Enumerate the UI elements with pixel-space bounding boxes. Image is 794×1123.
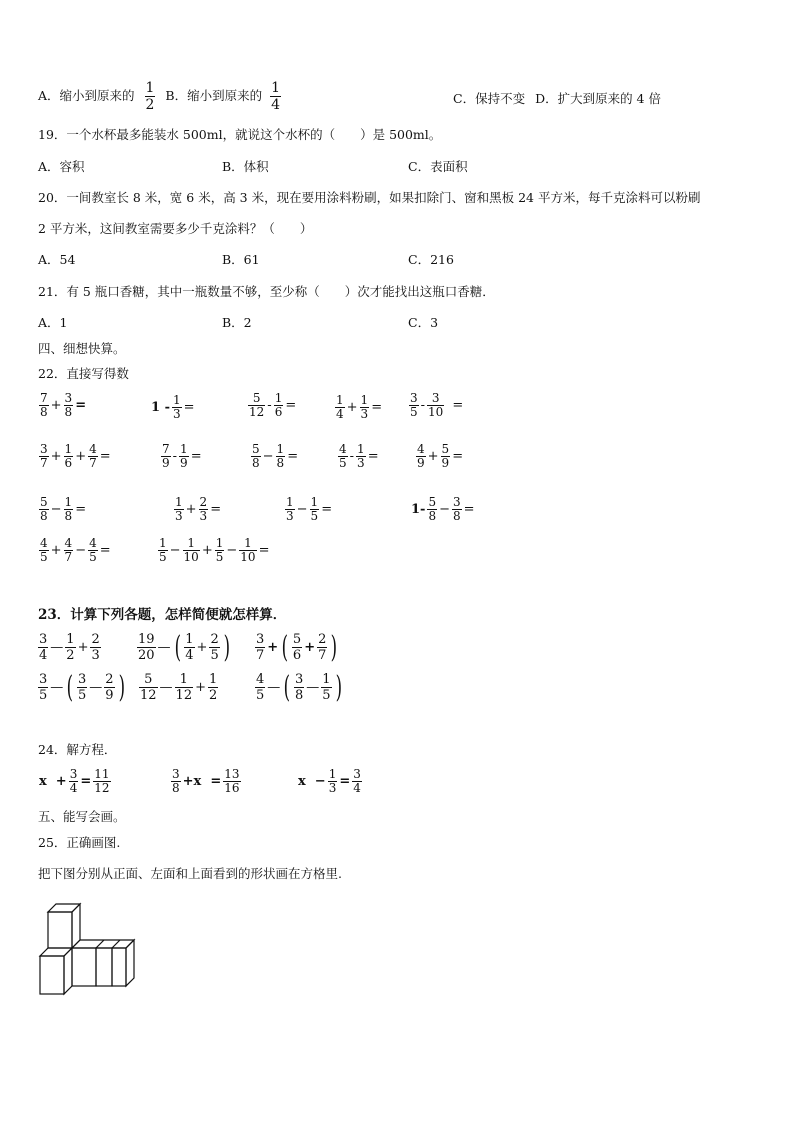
- q21-option-b: B．2: [222, 315, 252, 330]
- q24-e2: 3 8 +x = $\frac{13}{16}$: [172, 767, 240, 795]
- q21-option-a: A．1: [38, 315, 68, 330]
- q22-r2-e3: 5 8 − $\frac{1}{8}$ =: [252, 442, 299, 470]
- q23-e3: 3 7 + ( 5 6 + $\frac{2}{7}$ ): [256, 629, 338, 665]
- q22-r4-e2: 1 5 − $\frac{1}{10}$ + $\frac{1}{5}$ − $\frac{1}{10}$ =: [159, 536, 270, 564]
- q18-option-a-label: A．缩小到原来的: [38, 88, 135, 103]
- q20-option-c: C．216: [408, 252, 454, 267]
- q19-option-a: A．容积: [38, 159, 85, 174]
- q22-r1-e5: 3 5 - $\frac{3}{10}$ =: [410, 391, 464, 419]
- q22-r3-e3: 1 3 − $\frac{1}{5}$ =: [286, 495, 333, 523]
- q18-option-d: D．扩大到原来的 4 倍: [535, 91, 661, 106]
- q23-e2: 19 20 — ( 1 4 + $\frac{2}{5}$ ): [138, 629, 230, 665]
- q23-e5: 5 12 — 1 12 + $\frac{1}{2}$: [140, 672, 218, 703]
- q22-r3-e2: 1 3 + $\frac{2}{3}$ =: [175, 495, 222, 523]
- q19-option-c: C．表面积: [408, 159, 468, 174]
- q19-stem: 19．一个水杯最多能装水 500ml，就说这个水杯的（ ）是 500ml。: [38, 127, 442, 142]
- q19-option-b: B．体积: [222, 159, 269, 174]
- q24-e1: x + $\frac{3}{4}$ = $\frac{11}{12}$: [39, 767, 110, 795]
- q25-instruction: 把下图分别从正面、左面和上面看到的形状画在方格里.: [38, 866, 342, 881]
- q20-option-b: B．61: [222, 252, 260, 267]
- cube-mid-front: [72, 948, 96, 986]
- q20-stem-line2: 2 平方米，这间教室需要多少千克涂料？（ ）: [38, 221, 313, 236]
- q22-r3-e1: 5 8 − $\frac{1}{8}$ =: [40, 495, 87, 523]
- q22-r2-e2: 7 9 - $\frac{1}{9}$ =: [162, 442, 202, 470]
- q22-r2-e5: 4 9 + $\frac{5}{9}$ =: [417, 442, 464, 470]
- q22-r4-e1: 4 5 + $\frac{4}{7}$ − $\frac{4}{5}$ =: [40, 536, 111, 564]
- q22-r3-e4: 1- 5 8 − $\frac{3}{8}$ =: [411, 495, 475, 523]
- q22-r2-e4: 4 5 - $\frac{1}{3}$ =: [339, 442, 379, 470]
- q18-option-c: C．保持不变: [453, 91, 526, 106]
- q20-option-a: A．54: [38, 252, 76, 267]
- q23-title: 23．计算下列各题，怎样简便就怎样算．: [38, 607, 287, 623]
- q24-e3: x − $\frac{1}{3}$ = $\frac{3}{4}$: [298, 767, 361, 795]
- q18-option-a-fraction: $\frac{1}{2}$: [145, 80, 155, 113]
- cube-right-side: [126, 940, 134, 986]
- q18-option-b-label: B．缩小到原来的: [165, 88, 263, 103]
- q23-e4: 3 5 — ( 3 5 — 2 9 ): [39, 669, 125, 705]
- q22-r1-e3: 5 12 - $\frac{1}{6}$ =: [249, 391, 297, 419]
- q18-option-b-fraction: $\frac{1}{4}$: [271, 80, 281, 113]
- q18-option-cd: [453, 89, 661, 107]
- cube-top-front: [48, 912, 72, 948]
- q21-option-c: C．3: [408, 315, 439, 330]
- q23-e6: 4 5 — ( 3 8 — 1 5 ): [256, 669, 342, 705]
- q22-r1-e4: 1 4 + $\frac{1}{3}$ =: [336, 393, 383, 421]
- q22-r1-e1: 7 8 + $\frac{3}{8}$ =: [40, 391, 87, 419]
- q21-stem: 21．有 5 瓶口香糖，其中一瓶数量不够，至少称（ ）次才能找出这瓶口香糖．: [38, 284, 495, 299]
- q22-title: 22．直接写得数: [38, 366, 129, 381]
- q23-e1: 3 4 — 1 2 + $\frac{2}{3}$: [39, 632, 100, 663]
- section-5-heading: 五、能写会画。: [38, 809, 126, 824]
- section-4-heading: 四、细想快算。: [38, 341, 126, 356]
- q20-stem-line1: 20．一间教室长 8 米，宽 6 米，高 3 米，现在要用涂料粉刷，如果扣除门、窗和黑板 24 平方米，每千克涂料可以粉刷: [38, 190, 701, 205]
- cube-left-front: [40, 956, 64, 994]
- q22-r1-e2: 1 - $\frac{1}{3}$ =: [151, 393, 195, 421]
- q24-title: 24．解方程．: [38, 742, 117, 757]
- q22-r2-e1: 3 7 + $\frac{1}{6}$ + $\frac{4}{7}$ =: [40, 442, 111, 470]
- q25-title: 25．正确画图.: [38, 835, 121, 850]
- q18-options: [38, 80, 285, 113]
- cube-figure: [38, 900, 140, 1000]
